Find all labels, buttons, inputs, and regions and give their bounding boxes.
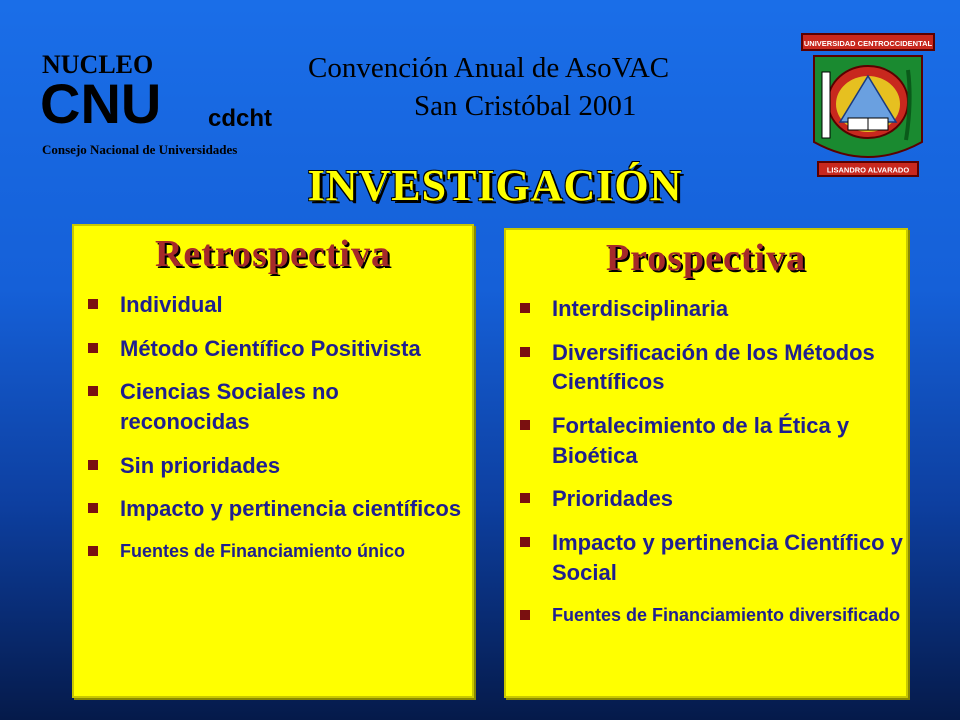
- convention-location: San Cristóbal 2001: [414, 90, 637, 122]
- list-item: Fuentes de Financiamiento único: [74, 538, 472, 565]
- list-item: Método Científico Positivista: [74, 334, 472, 364]
- square-bullet-icon: [520, 537, 530, 547]
- list-item: Fortalecimiento de la Ética y Bioética: [506, 411, 906, 470]
- header-cnu: CNU: [40, 72, 162, 135]
- university-logo: [800, 32, 936, 180]
- list-item: Diversificación de los Métodos Científicos: [506, 338, 906, 397]
- list-item: Individual: [74, 290, 472, 320]
- retrospectiva-list: [74, 290, 472, 565]
- list-item: Prioridades: [506, 484, 906, 514]
- list-item: Fuentes de Financiamiento diversificado: [506, 602, 906, 629]
- logo-bottom-text: LISANDRO ALVARADO: [826, 165, 910, 175]
- prospectiva-list: [506, 294, 906, 629]
- prospectiva-title: Prospectiva: [605, 237, 807, 279]
- list-item: Sin prioridades: [74, 451, 472, 481]
- logo-column: [822, 72, 830, 138]
- square-bullet-icon: [520, 493, 530, 503]
- header-nucleo: NUCLEO: [42, 50, 154, 79]
- square-bullet-icon: [88, 299, 98, 309]
- square-bullet-icon: [88, 343, 98, 353]
- convention-title: Convención Anual de AsoVAC: [308, 52, 670, 84]
- square-bullet-icon: [88, 503, 98, 513]
- list-item: Ciencias Sociales no reconocidas: [74, 377, 472, 436]
- list-item: Impacto y pertinencia Científico y Social: [506, 528, 906, 587]
- retrospectiva-panel: [72, 224, 474, 698]
- square-bullet-icon: [520, 347, 530, 357]
- square-bullet-icon: [520, 420, 530, 430]
- square-bullet-icon: [88, 546, 98, 556]
- square-bullet-icon: [88, 386, 98, 396]
- list-item: Interdisciplinaria: [506, 294, 906, 324]
- header-cdcht: cdcht: [208, 105, 273, 132]
- main-title: INVESTIGACIÓN: [307, 161, 683, 210]
- retrospectiva-title: Retrospectiva: [154, 233, 391, 275]
- square-bullet-icon: [88, 460, 98, 470]
- list-item: Impacto y pertinencia científicos: [74, 494, 472, 524]
- header-consejo: Consejo Nacional de Universidades: [42, 142, 238, 157]
- prospectiva-panel: [504, 228, 908, 698]
- square-bullet-icon: [520, 303, 530, 313]
- logo-top-text: UNIVERSIDAD CENTROCCIDENTAL: [803, 39, 933, 48]
- square-bullet-icon: [520, 610, 530, 620]
